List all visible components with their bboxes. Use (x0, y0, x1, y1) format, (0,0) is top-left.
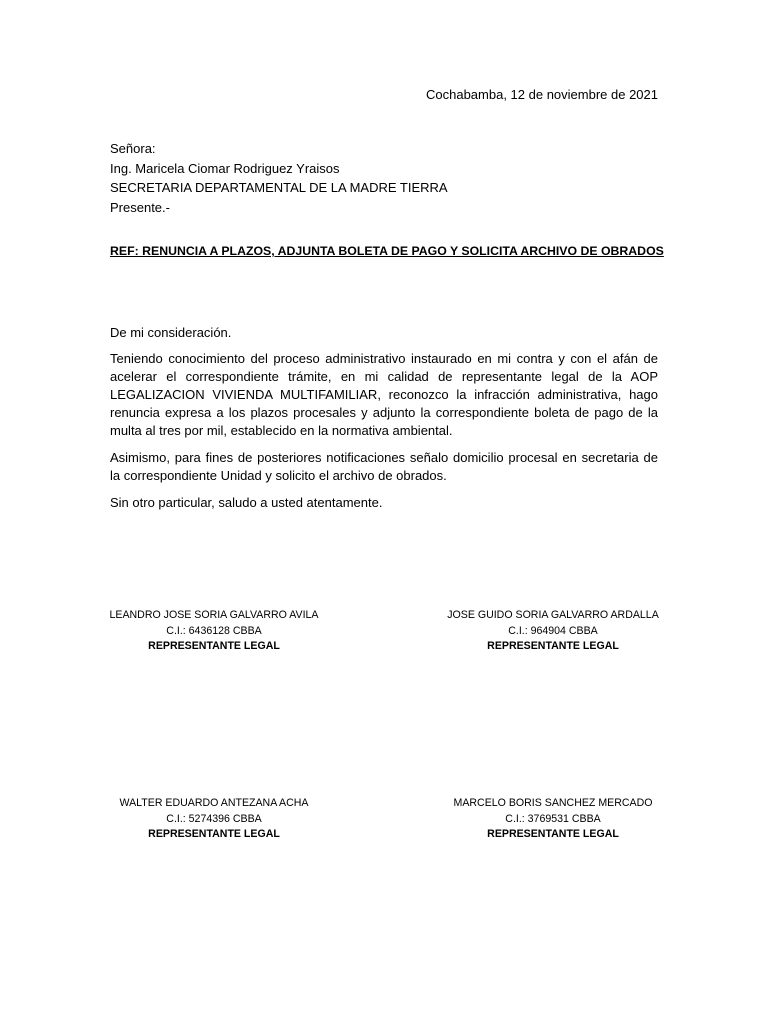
signatory-role: REPRESENTANTE LEGAL (148, 828, 280, 840)
addressee-block (110, 139, 448, 217)
body-paragraph: Teniendo conocimiento del proceso administrativo instaurado en mi contra y con el afán de acelerar el correspondiente trámite, en mi calidad de representante legal de la AOP LEGALIZACION VIVIENDA MULTIFAMILIAR, reconozco la infracción administrativa, hago renuncia expresa a los plazos procesales y adjunto la correspondiente boleta de pago de la multa al tres por mil, establecido en la normativa ambiental. (110, 351, 658, 438)
letter-date: Cochabamba, 12 de noviembre de 2021 (426, 87, 658, 102)
signatory-name: JOSE GUIDO SORIA GALVARRO ARDALLA (447, 609, 659, 621)
signature-block (428, 796, 678, 843)
reference-line: REF: RENUNCIA A PLAZOS, ADJUNTA BOLETA DE PAGO Y SOLICITA ARCHIVO DE OBRADOS (110, 244, 664, 258)
body-paragraph: Asimismo, para fines de posteriores notificaciones señalo domicilio procesal en secretaria de la correspondiente Unidad y solicito el archivo de obrados. (110, 450, 658, 483)
signature-block (89, 796, 339, 843)
signatory-ci: C.I.: 964904 CBBA (508, 624, 598, 637)
addressee-name: Ing. Maricela Ciomar Rodriguez Yraisos (110, 160, 340, 176)
signatory-name: WALTER EDUARDO ANTEZANA ACHA (119, 797, 309, 809)
signature-block (89, 608, 339, 655)
signatory-name: LEANDRO JOSE SORIA GALVARRO AVILA (109, 609, 319, 621)
addressee-salutation: Señora: (110, 141, 156, 156)
signatory-ci: C.I.: 3769531 CBBA (505, 812, 601, 825)
signatory-role: REPRESENTANTE LEGAL (487, 828, 619, 840)
closing-paragraph: Sin otro particular, saludo a usted atentamente. (110, 495, 383, 510)
signatory-role: REPRESENTANTE LEGAL (148, 640, 280, 652)
signatory-ci: C.I.: 6436128 CBBA (166, 624, 262, 637)
letter-greeting: De mi consideración. (110, 325, 232, 340)
signatory-role: REPRESENTANTE LEGAL (487, 640, 619, 652)
signatory-ci: C.I.: 5274396 CBBA (166, 812, 262, 825)
letter-body (110, 350, 658, 521)
signature-block (428, 608, 678, 655)
addressee-office: SECRETARIA DEPARTAMENTAL DE LA MADRE TIERRA (110, 180, 448, 195)
signatory-name: MARCELO BORIS SANCHEZ MERCADO (453, 797, 653, 809)
addressee-presente: Presente.- (110, 199, 170, 215)
